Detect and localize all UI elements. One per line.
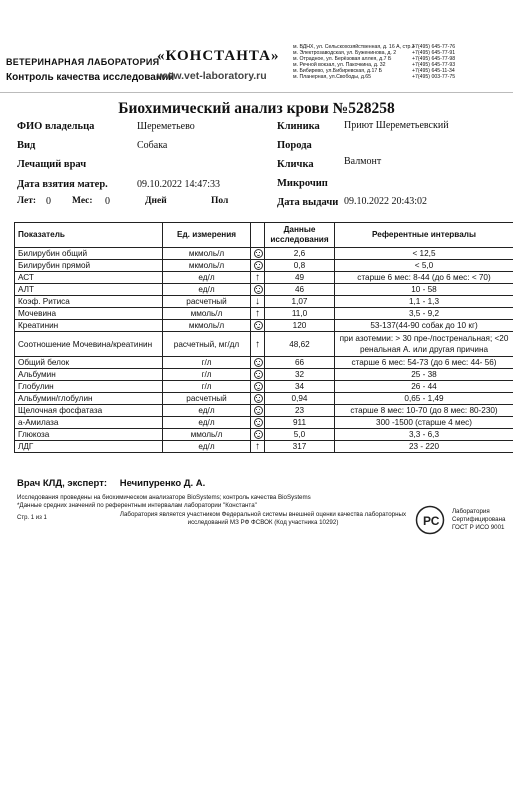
row-flag xyxy=(251,369,265,381)
row-value: 49 xyxy=(265,272,335,284)
address-line: м. Электрозаводская, ул. Бужениновa, д. 2 xyxy=(293,50,397,57)
normal-smiley-icon xyxy=(254,430,263,439)
arrow-up-icon: ↑ xyxy=(255,338,260,350)
species-label: Вид xyxy=(17,140,36,151)
clinic-label: Клиника xyxy=(277,121,320,132)
row-unit: ед/л xyxy=(163,405,251,417)
row-parameter: Глюкоза xyxy=(15,429,163,441)
address-line: м. Речной вокзал, ул. Пакочкина, д. 32 xyxy=(293,62,386,69)
row-value: 0,8 xyxy=(265,260,335,272)
header-flag xyxy=(251,223,265,248)
row-unit: расчетный, мг/дл xyxy=(163,332,251,357)
cert-line: Сертифицирована xyxy=(452,516,506,523)
cert-line: ГОСТ Р ИСО 9001 xyxy=(452,524,505,531)
table-row xyxy=(15,272,513,284)
sample-date-label: Дата взятия матер. xyxy=(17,179,108,190)
normal-smiley-icon xyxy=(254,321,263,330)
accreditation-note: Лаборатория является участником Федеральной системы внешней оценки качества лабораторных исследований МЗ РФ ФСВОК (Код участника 10292) xyxy=(119,511,407,526)
row-flag xyxy=(251,417,265,429)
reference-note: *Данные средних значений по референтным интервалам лаборатории "Константа" xyxy=(17,502,257,509)
row-unit: ед/л xyxy=(163,441,251,453)
row-parameter: АСТ xyxy=(15,272,163,284)
normal-smiley-icon xyxy=(254,249,263,258)
row-value: 11,0 xyxy=(265,308,335,320)
normal-smiley-icon xyxy=(254,358,263,367)
phone-line: +7(495) 645-11-34 xyxy=(412,68,455,75)
phone-line: +7(495) 003-77-75 xyxy=(412,74,456,81)
table-row xyxy=(15,284,513,296)
table-row xyxy=(15,417,513,429)
days-label: Дней xyxy=(145,196,167,206)
row-reference: старше 6 мес: 54-73 (до 6 мес: 44- 56) xyxy=(335,357,513,369)
row-unit: г/л xyxy=(163,381,251,393)
analyzer-note: Исследования проведены на биохимическом анализаторе BioSystems; контроль качества BioSystems xyxy=(17,494,311,501)
lab-doctor-name: Нечипуренко Д. А. xyxy=(119,478,206,489)
row-unit: расчетный xyxy=(163,393,251,405)
row-value: 911 xyxy=(265,417,335,429)
row-unit: мкмоль/л xyxy=(163,248,251,260)
table-row xyxy=(15,260,513,272)
row-flag xyxy=(251,308,265,320)
row-reference: старше 6 мес: 8-44 (до 6 мес: < 70) xyxy=(335,272,513,284)
row-flag xyxy=(251,284,265,296)
row-unit: ммоль/л xyxy=(163,429,251,441)
row-reference: 1,1 - 1,3 xyxy=(335,296,513,308)
row-parameter: Креатинин xyxy=(15,320,163,332)
row-reference: < 12,5 xyxy=(335,248,513,260)
header-value: Данные исследования xyxy=(265,223,335,248)
row-value: 48,62 xyxy=(265,332,335,357)
years-label: Лет: xyxy=(17,196,37,206)
row-flag xyxy=(251,296,265,308)
nickname-value: Валмонт xyxy=(344,156,382,167)
phone-line: +7(495) 645-77-76 xyxy=(412,44,456,50)
table-row xyxy=(15,296,513,308)
row-flag xyxy=(251,381,265,393)
owner-value: Шереметьево xyxy=(137,121,195,132)
table-row xyxy=(15,308,513,320)
row-value: 5,0 xyxy=(265,429,335,441)
table-row xyxy=(15,369,513,381)
table-header-row xyxy=(15,223,513,248)
owner-label: ФИО владельца xyxy=(17,121,95,132)
table-row xyxy=(15,357,513,369)
row-parameter: Коэф. Ритиса xyxy=(15,296,163,308)
row-flag xyxy=(251,332,265,357)
svg-text:РС: РС xyxy=(423,514,440,528)
lab-phones xyxy=(412,44,455,81)
lab-name: ВЕТЕРИНАРНАЯ ЛАБОРАТОРИЯ xyxy=(6,57,160,67)
row-reference: 300 -1500 (старше 4 мес) xyxy=(335,417,513,429)
row-value: 66 xyxy=(265,357,335,369)
row-reference: при азотемии: > 30 пре-/постренальная; <20 ренальная А. или другая причина xyxy=(335,332,513,357)
table-row xyxy=(15,405,513,417)
row-unit: расчетный xyxy=(163,296,251,308)
row-unit: мкмоль/л xyxy=(163,320,251,332)
certification-seal-icon xyxy=(415,505,445,535)
row-reference: 23 - 220 xyxy=(335,441,513,453)
months-value: 0 xyxy=(105,196,110,207)
header-divider xyxy=(0,92,513,93)
issue-date-label: Дата выдачи xyxy=(277,197,339,208)
row-parameter: а-Амилаза xyxy=(15,417,163,429)
header-parameter: Показатель xyxy=(15,223,163,248)
row-parameter: Общий белок xyxy=(15,357,163,369)
arrow-up-icon: ↑ xyxy=(255,441,260,452)
row-value: 23 xyxy=(265,405,335,417)
row-parameter: Щелочная фосфатаза xyxy=(15,405,163,417)
lab-doctor-label: Врач КЛД, эксперт: xyxy=(17,478,108,489)
normal-smiley-icon xyxy=(254,370,263,379)
table-row xyxy=(15,332,513,357)
cert-line: Лаборатория xyxy=(452,508,490,515)
row-parameter: АЛТ xyxy=(15,284,163,296)
row-flag xyxy=(251,393,265,405)
row-flag xyxy=(251,272,265,284)
page-number: Стр. 1 из 1 xyxy=(17,515,47,521)
lab-control-text: Контроль качества исследований xyxy=(6,72,175,83)
results-table xyxy=(14,222,513,453)
document-title: Биохимический анализ крови №528258 xyxy=(118,100,395,117)
lab-brand: «КОНСТАНТА» xyxy=(157,48,280,64)
address-line: м. ВДНХ, ул. Сельскохозяйственная, д. 16 А, стр.3 xyxy=(293,44,415,50)
row-parameter: Соотношение Мочевина/креатинин xyxy=(15,332,163,357)
row-flag xyxy=(251,248,265,260)
normal-smiley-icon xyxy=(254,394,263,403)
row-reference: 10 - 58 xyxy=(335,284,513,296)
row-value: 34 xyxy=(265,381,335,393)
row-parameter: ЛДГ xyxy=(15,441,163,453)
arrow-up-icon: ↑ xyxy=(255,272,260,283)
row-reference: 53-137(44-90 собак до 10 кг) xyxy=(335,320,513,332)
row-unit: ед/л xyxy=(163,417,251,429)
address-line: м. Бибирево, ул.Бибиревская, д.17 Б xyxy=(293,68,383,75)
row-value: 1,07 xyxy=(265,296,335,308)
row-reference: 0,65 - 1,49 xyxy=(335,393,513,405)
table-row xyxy=(15,381,513,393)
species-value: Собака xyxy=(137,140,168,151)
row-reference: 3,5 - 9,2 xyxy=(335,308,513,320)
row-flag xyxy=(251,320,265,332)
row-value: 120 xyxy=(265,320,335,332)
row-parameter: Глобулин xyxy=(15,381,163,393)
normal-smiley-icon xyxy=(254,382,263,391)
phone-line: +7(495) 645-77-98 xyxy=(412,56,456,63)
row-flag xyxy=(251,405,265,417)
row-reference: 26 - 44 xyxy=(335,381,513,393)
row-flag xyxy=(251,429,265,441)
arrow-down-icon: ↓ xyxy=(255,296,260,307)
row-parameter: Альбумин xyxy=(15,369,163,381)
years-value: 0 xyxy=(46,196,51,207)
normal-smiley-icon xyxy=(254,261,263,270)
row-unit: мкмоль/л xyxy=(163,260,251,272)
address-line: м. Отрадное, ул. Берёзовая аллея, д.7 Б xyxy=(293,56,392,63)
table-row xyxy=(15,441,513,453)
row-value: 32 xyxy=(265,369,335,381)
row-value: 46 xyxy=(265,284,335,296)
row-reference: < 5,0 xyxy=(335,260,513,272)
normal-smiley-icon xyxy=(254,406,263,415)
microchip-label: Микрочип xyxy=(277,178,328,189)
table-row xyxy=(15,393,513,405)
row-unit: г/л xyxy=(163,357,251,369)
sample-date-value: 09.10.2022 14:47:33 xyxy=(137,179,221,190)
row-reference: старше 8 мес: 10-70 (до 8 мес: 80-230) xyxy=(335,405,513,417)
normal-smiley-icon xyxy=(254,285,263,294)
lab-doctor xyxy=(17,478,205,489)
clinic-value: Приют Шереметьевский xyxy=(344,120,449,131)
address-line: м. Планерная, ул.Свободы, д.65 xyxy=(293,74,372,81)
row-parameter: Билирубин общий xyxy=(15,248,163,260)
months-label: Мес: xyxy=(72,196,93,206)
row-value: 2,6 xyxy=(265,248,335,260)
row-flag xyxy=(251,441,265,453)
table-row xyxy=(15,429,513,441)
certification-text xyxy=(452,508,505,532)
nickname-label: Кличка xyxy=(277,159,314,170)
row-unit: ед/л xyxy=(163,284,251,296)
sex-label: Пол xyxy=(211,196,229,206)
table-row xyxy=(15,248,513,260)
row-parameter: Мочевина xyxy=(15,308,163,320)
row-flag xyxy=(251,357,265,369)
row-reference: 3,3 - 6,3 xyxy=(335,429,513,441)
phone-line: +7(495) 645-77-93 xyxy=(412,62,456,69)
table-row xyxy=(15,320,513,332)
doctor-label: Лечащий врач xyxy=(17,159,87,170)
arrow-up-icon: ↑ xyxy=(255,308,260,319)
row-parameter: Билирубин прямой xyxy=(15,260,163,272)
lab-website-link[interactable]: www.vet-laboratory.ru xyxy=(157,70,267,82)
row-value: 0,94 xyxy=(265,393,335,405)
row-unit: ммоль/л xyxy=(163,308,251,320)
normal-smiley-icon xyxy=(254,418,263,427)
row-reference: 25 - 38 xyxy=(335,369,513,381)
row-unit: ед/л xyxy=(163,272,251,284)
header-reference: Референтные интервалы xyxy=(335,223,513,248)
breed-label: Порода xyxy=(277,140,312,151)
row-parameter: Альбумин/глобулин xyxy=(15,393,163,405)
header-unit: Ед. измерения xyxy=(163,223,251,248)
issue-date-value: 09.10.2022 20:43:02 xyxy=(344,196,428,207)
phone-line: +7(495) 645-77-91 xyxy=(412,50,456,57)
row-value: 317 xyxy=(265,441,335,453)
row-unit: г/л xyxy=(163,369,251,381)
row-flag xyxy=(251,260,265,272)
